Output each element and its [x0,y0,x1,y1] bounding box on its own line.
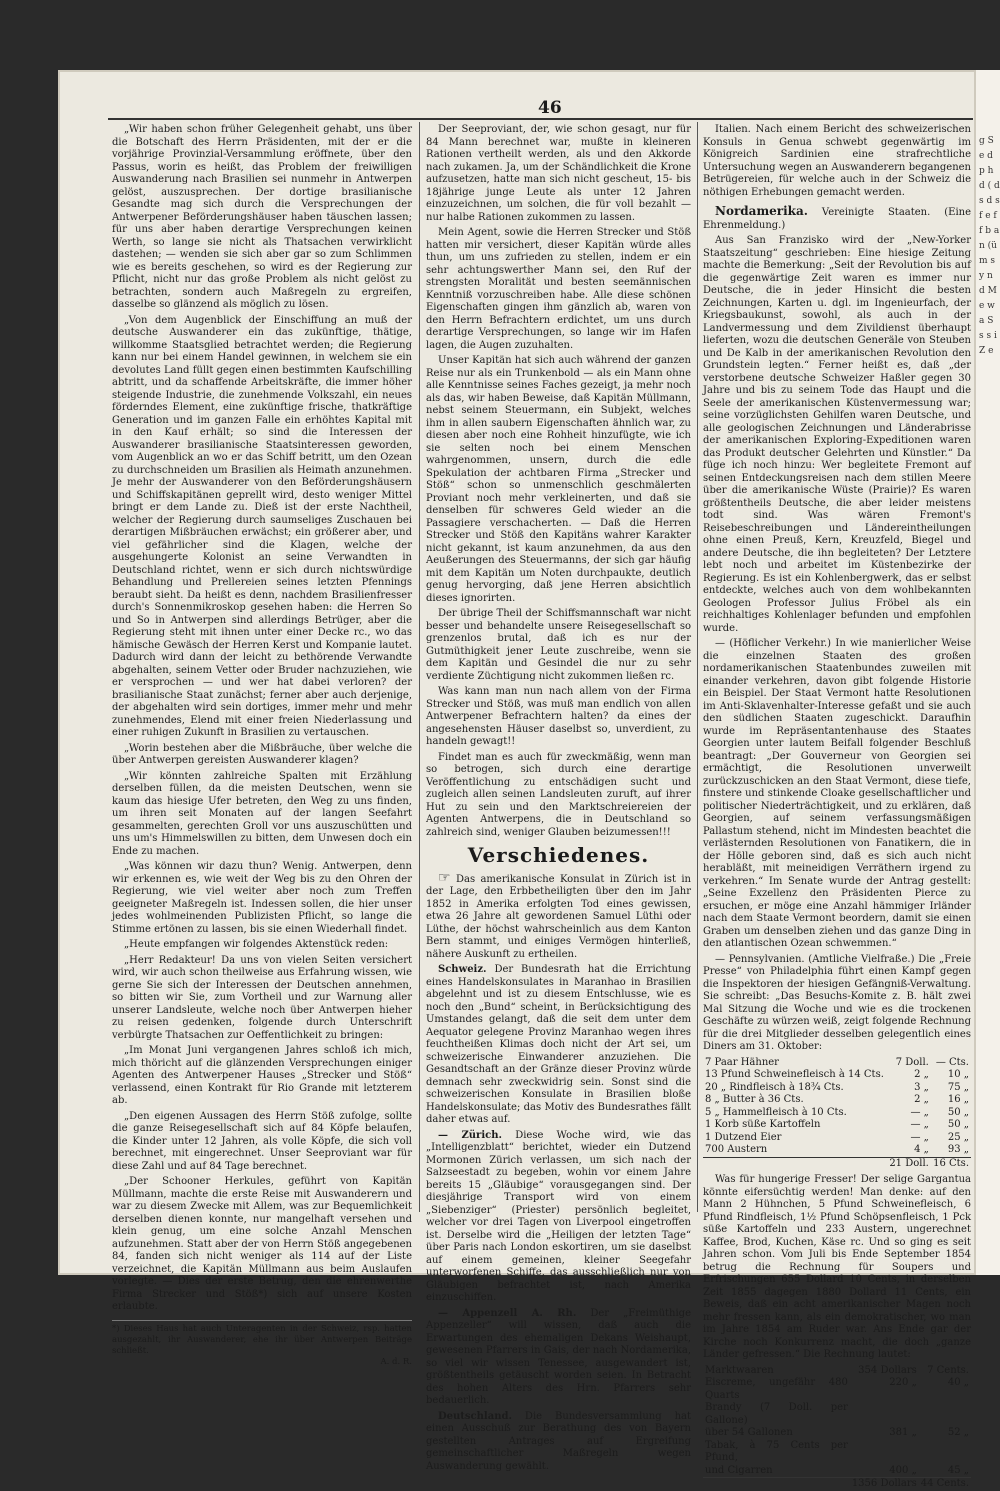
bill-dollars: 7 Doll. [895,1056,929,1068]
bill-dollars [850,1402,919,1427]
column-rule-1 [419,122,420,1212]
paragraph: Der übrige Theil der Schiffsmannschaft war nicht besser und behandelte unsere Reisegesellschaft so grenzenlos brutal, daß ich es nur der Gutmüthigkeit jener Leute zuschreibe, wenn sie dem Kapitän und Gesindel die nur zu sehr verdiente Züchtigung nicht zukommen ließen rc. [426,608,691,682]
news-item-dateline: — Appenzell A. Rh. [438,1307,577,1319]
paragraph: „Worin bestehen aber die Mißbräuche, über welche die über Antwerpen gereisten Auswanderer klagen? [112,742,412,766]
bill-item: Brandy (7 Doll. per Gallone) [705,1402,848,1426]
bill-dollars: 354 Dollars [858,1364,917,1376]
bill-total-row [703,1478,971,1491]
bill-dollars: 381 „ [889,1427,917,1438]
paragraph: „Herr Redakteur! Da uns von vielen Seiten versichert wird, wir auch schon theilweise aus Erfahrung wissen, wie gerne Sie sich der Interessen der Deutschen annehmen, so bitten wir Sie, zum Vortheil und zur Warnung aller unserer Landsleute, welche noch über Antwerpen hieher zu reisen gedenken, folgende durch Unterschrift verbürgte Thatsachen zur Oeffentlichkeit zu bringen: [112,954,412,1041]
bill-dollars: 2 „ [914,1069,929,1080]
bill-cents: 7 Cents. [927,1364,969,1376]
paragraph-nordamerika: Aus San Franzisko wird der „New-Yorker Staatszeitung“ geschrieben: Eine hiesige Zeitung machte die Bemerkung: „Seit der Revolution bis auf die gegenwärtige Zeit waren es immer nur Deutsche, die in jeder Hinsicht die besten Zeichnungen, Karten u. dgl. im Ingenieurfach, der Kriegsbaukunst, sowohl, als auch in der Landvermessung und dem Zivildienst überhaupt lieferten, wozu die deutschen Generäle von Steuben und De Kalb in der amerikanischen Revolution den Grundstein legten.“ Ferner heißt es, daß „der verstorbene deutsche Schweizer Haßler gegen 30 Jahre und bis zu seinem Tode das Haupt und die Seele der amerikanischen Küstenvermessung war; seine vorzüglichsten Gehilfen waren Deutsche, und alle geologischen Zeichnungen und Länderabrisse der amerikanischen Exploring-Expeditionen waren das Produkt deutscher Gelehrten und Künstler.“ Da füge ich noch hinzu: Wer begleitete Fremont auf seinen Entdeckungsreisen nach dem stillen Meere über die amerikanische Wüste (Prairie)? Es waren größtentheils Deutsche, die aber leider meistens todt sind. Was wären Fremont's Reisebeschreibungen und Ländereintheilungen ohne einen Preuß, Kern, Kreuzfeld, Biegel und andere Deutsche, die ihn begleiteten? Der Letztere lebt noch und arbeitet im Küstenbezirke der Regierung. Es ist ein Kohlenbergwerk, das er selbst entdeckte, welches auch von dem wohlbekannten Geologen Professor Julius Fröbel als ein reichhaltiges Kohlenlager befunden und empfohlen wurde. [703,235,971,634]
news-item-text: Der „Freimüthige Appenzeller“ will wissen, daß auch die Erwartungen des ehemaligen Dekans Weishaupt, gewesenen Pfarrers in Gais, der nach Nordamerika, so viel wir wissen Tenessee, ausgewandert ist, größtentheils getäuscht worden seien. In Betracht des hohen Alters des Hrn. Pfarrers sehr bedauerlich. [426,1307,692,1406]
bill-total-cents: 44 Cents. [920,1478,969,1489]
bill-table-1 [703,1057,971,1171]
news-item-text: Der Bundesrath hat die Errichtung eines Handelskonsulates in Maranhao in Brasilien abgelehnt und ist zu diesem Entschlusse, wie es noch den „Bund“ scheint, in Berücksichtigung des Umstandes gelangt, daß die seit dem unter dem Aequator gelegene Provinz Maranhao wegen ihres feuchtheißen Klimas doch nicht der Art sei, um schweizerische Einwanderer anzuziehen. Die Gesandtschaft an der Gränze dieser Provinz würde demnach sehr zweckwidrig sein. Sonst sind die schweizerischen Konsulate in Brasilien bloße Handelskonsulate; das Motiv des Bundesrathes fällt daher etwas auf. [426,964,692,1125]
news-item-text: Die Bundesversammlung hat einen Ausschuß zur Berathung des von Bayern gestellten Antrages auf Ergreifung gemeinschaftlicher Maßregeln wegen Auswanderung gewählt. [426,1410,691,1472]
bill-cents: 10 „ [947,1069,969,1080]
nordamerika-intro [703,205,971,232]
paragraph: „Wir haben schon früher Gelegenheit gehabt, uns über die Botschaft des Herrn Präsidenten, mit der er die vorjährige Provinzial-Versammlung eröffnete, über den Passus, worin es heißt, das Problem der freiwilligen Auswanderung nach Brasilien sei nunmehr in Antwerpen gelöst, auszusprechen. Der dortige brasilianische Gesandte mag sich durch die Versprechungen der Antwerpener Beförderungshäuser haben täuschen lassen; für uns aber haben derartige Versprechungen keinen Werth, so lange sie nicht als Thatsachen verwirklicht dastehen; — wenden sie sich aber gar so zum Schlimmen wie es bereits geschehen, so wird es der Regierung zur Pflicht, nicht nur das große Problem als nicht gelöst zu betrachten, sondern auch Maßregeln zu ergreifen, dasselbe so glänzend als möglich zu lösen. [112,124,412,310]
bill-row [703,1057,971,1070]
bill-dollars: 3 „ [914,1081,929,1093]
bill-row [703,1069,971,1082]
bill-item: 8 „ Butter à 36 Cts. [705,1094,804,1105]
bill-dollars: 2 „ [914,1094,929,1105]
bill-row [703,1402,971,1427]
news-item-dateline: Schweiz. [438,964,487,975]
bill-table-2 [703,1365,971,1491]
bill-row [703,1094,971,1107]
news-item-dateline: — Zürich. [438,1129,502,1141]
bill-row [703,1144,971,1157]
bill-cents: 45 „ [947,1464,969,1476]
bill-item: Eiscreme, ungefähr 480 Quarts [705,1377,848,1401]
column-rule-2 [697,122,698,1212]
bill-dollars: 4 „ [914,1144,929,1155]
bill-dollars: 400 „ [889,1464,917,1476]
next-page-fragments: g S e d p h d ( d s d s f e f f b a n (ü m s y n d M e w a S s s i Z e [979,136,1000,356]
bill-row [703,1107,971,1120]
bill-dollars: 220 „ [889,1377,917,1388]
section-heading: Verschiedenes. [467,843,650,867]
paragraph-hunger: Was für hungerige Fresser! Der selige Gargantua könnte eifersüchtig werden! Man denke: auf den Mann 2 Hühnchen, 5 Pfund Schweinefleisch, 6 Pfund Rindfleisch, 1½ Pfund Schöpsenfleisch, 1 Pck süße Kartoffeln und 233 Austern, ungerechnet Kaffee, Brod, Kuchen, Käse rc. Und so ging es seit Jahren schon. Vom Juli bis Ende September 1854 betrug die Rechnung für Soupers und Erfrischungen 655 Dollard 10 Cents, in derselben Zeit 1855 dagegen 1880 Dollard 11 Cents, ein Beweis, daß ein acht amerikanischer Magen noch mehr fressen kann, als ein demokratischer, wo man im Jahre 1854 am Ruder war. Ans Ende gar der Kirche noch Konkurrenz macht, die doch „ganze Länder gefressen.“ Die Rechnung lautet: [703,1174,971,1360]
bill-cents: — Cts. [935,1056,969,1068]
news-item [426,1411,691,1474]
bill-cents [919,1402,971,1427]
bill-item: 1 Dutzend Eier [705,1131,782,1143]
page-number: 46 [538,98,562,118]
bill-total-row [703,1157,971,1170]
bill-cents: 25 „ [947,1131,969,1143]
bill-item: und Cigarren [705,1464,773,1476]
bill-item: 7 Paar Hähner [705,1056,779,1068]
bill-item: 20 „ Rindfleisch à 18¾ Cts. [705,1081,844,1093]
news-item-dateline: Deutschland. [438,1410,512,1422]
paragraph: „Heute empfangen wir folgendes Aktenstück reden: [124,939,389,950]
paragraph: Unser Kapitän hat sich auch während der ganzen Reise nur als ein Trunkenbold — als ein Mann ohne alle Kenntnisse seines Faches gezeigt, ja mehr noch als das, wir haben Beweise, daß Kapitän Müllmann, nebst seinem Steuermann, ein Subjekt, welches ihm in allen saubern Eigenschaften ähnlich war, zu diesen aber noch eine Rohheit hinzufügte, wie ich sie selten noch bei einem Menschen wahrgenommen, unsern, durch die edle Spekulation der achtbaren Firma „Strecker und Stöß“ schon so unmenschlich geschmälerten Proviant noch mehr verkleinerten, und daß sie denselben für schweres Geld wieder an die Passagiere verschacherten. — Daß die Herren Strecker und Stöß den Kapitäns wahrer Karakter nicht gekannt, ist kaum anzunehmen, da aus den Aeußerungen des Steuermanns, der sich gar häufig mit dem Kapitän um Noten durchpaukte, deutlich genug hervorging, daß jene Herren absichtlich dieses ignorirten. [426,355,691,604]
bill-row [703,1465,971,1478]
bill-dollars: — „ [910,1119,929,1130]
bill-dollars: — „ [910,1131,929,1143]
news-item [426,1130,691,1305]
footnote [112,1320,412,1368]
news-item-text: Diese Woche wird, wie das „Intelligenzblatt“ berichtet, wieder ein Dutzend Mormonen Zürich verlassen, um sich nach der Salzseestadt zu begeben, wohin vor einem Jahre bereits 15 „Gläubige“ vorausgegangen sind. Der diesjährige Transport wird von einem „Siebenziger“ (Priester) persönlich begleitet, welcher vor drei Tagen von Liverpool eingetroffen ist. Derselbe wird die „Heiligen der letzten Tage“ über Paris nach London eskortiren, um sie daselbst auf einem gemeinen, kleiner Seegefahr unterworfenen Schiffe, das ausschließlich nur von Gläubigen befrachtet ist, nach Amerika einzuschiffen. [426,1129,691,1303]
bill-cents [919,1440,971,1465]
paragraph: „Den eigenen Aussagen des Herrn Stöß zufolge, sollte die ganze Reisegesellschaft sich auf 84 Köpfe belaufen, die Kinder unter 12 Jahren, als volle Köpfe, die sich voll berechnet, mit eingerechnet. Unser Seeproviant war für diese Zahl und auf 84 Tage berechnet. [112,1110,412,1172]
paragraph: „Von dem Augenblick der Einschiffung an muß der deutsche Auswanderer ein das zukünftige, thätige, willkomme Staatsglied betrachtet werden; die Regierung kann nur bei einem Handel gewinnen, in welchem sie ein devolutes Land füllt gegen einen bestimmten Kaufschilling abtritt, und da schaffende Arbeitskräfte, die immer höher steigende Industrie, die zunehmende Volkszahl, ein neues förderndes Element, eine zukünftige frische, thatkräftige Generation und im ganzen Falle ein erhöhtes Kapital mit in den Kauf erhält; so sind die Interessen der Auswanderer brasilianische Staatsinteressen geworden, vom Augenblick an wo er das Schiff betritt, um den Ozean zu durchschneiden um Brasilien als Heimath anzunehmen. Je mehr der Auswanderer von den Beförderungshäusern und Schiffskapitänen geprellt wird, desto weniger Mittel bringt er dem Lande zu. Dieß ist der erste Nachtheil, welcher der Regierung durch saumseliges Zuschauen bei derartigen Mißbräuchen erwächst; ein größerer aber, und viel gefährlicher sind die Klagen, welche der ausgehungerte Kolonist an seine Verwandten in Deutschland richtet, wenn er sich durch nichtswürdige Behandlung und Prellereien seines letzten Pfennings beraubt sieht. Da heißt es denn, nachdem Brasilienfresser durch's Sonnenmikroskop gesehen haben: die Herren So und So in Antwerpen sind allerdings Betrüger, aber die Regierung steht mit ihnen unter einer Decke rc., wo das hämische Gewäsch der Herren Kerst und Kompanie lautet. Dadurch wird dann der leicht zu bethörende Verwandte abgehalten, seinem Vetter oder Bruder nachzuziehen, wie er versprochen — und wer hat dabei verloren? der brasilianische Staat zunächst; ferner aber auch derjenige, der abgehalten wird sein dortiges, immer mehr und mehr zunehmendes, Elend mit einer freien Niederlassung und einer ruhigen Zukunft in Brasilien zu vertauschen. [112,314,412,738]
pointing-hand-icon: ☞ [438,869,451,886]
news-item [426,964,691,1127]
paragraph-hoeflich: — (Höflicher Verkehr.) In wie manierlicher Weise die einzelnen Staaten des großen nordamerikanischen Staatenbundes zuweilen mit einander verkehren, davon gibt folgende Historie ein Beispiel. Der Staat Vermont hatte Resolutionen im Anti-Sklavenhalter-Interesse gefaßt und sie auch den südlichen Staaten zugeschickt. Daraufhin wurde im Repräsentantenhause des Staates Georgien unter lautem Beifall folgender Beschluß beantragt: „Der Gouverneur von Georgien sei ermächtigt, die Resolutionen unverweilt zurückzuschicken an den Staat Vermont, diese tiefe, finstere und stinkende Cloake gesellschaftlicher und politischer Niederträchtigkeit, und zu erklären, daß Georgien, auf seinem verfassungsmäßigen Pallastum stehend, nicht im Mindesten beachtet die verlästernden Resolutionen von Fanatikern, die in der Hölle geboren sind, daß es sich auch nicht herabläßt, mit meineidigen Verräthern irgend zu verkehren.“ Im Senate wurde der Antrag gestellt: „Seine Exzellenz den Präsidenten Pierce zu ersuchen, er möge eine Anzahl hämmiger Irländer nach dem Staate Vermont beordern, damit sie einen Graben um denselben ziehen und das ganze Ding in den atlantischen Ozean schwemmen.“ [703,638,971,949]
bill-item: 700 Austern [705,1144,768,1155]
bill-item: über 54 Gallonen [705,1427,793,1438]
column-3 [703,124,971,1489]
bill-cents: 52 „ [947,1427,969,1438]
paragraph: „Wir könnten zahlreiche Spalten mit Erzählung derselben füllen, da die meisten Deutschen, wenn sie kaum das hiesige Ufer betreten, den Weg zu uns finden, um ihren seit Monaten auf der langen Seefahrt gesammelten, gerechten Groll vor uns auszuschütten und uns um's Himmelswillen zu bitten, dem Unwesen doch ein Ende zu machen. [112,770,412,857]
bill-item: 13 Pfund Schweinefleisch à 14 Cts. [705,1069,884,1080]
section-subheading: Nordamerika. [715,204,808,218]
footnote-signature: A. d. R. [380,1356,412,1367]
header-rule [108,118,973,120]
nordamerika-subtitle: Vereinigte Staaten. (Eine Ehrenmeldung.) [703,207,971,231]
paragraph: Was kann man nun nach allem von der Firma Strecker und Stöß, was muß man endlich von allen Antwerpener Befrachtern halten? da eines der angesehensten Häuser daselbst so, unverdient, zu handeln gewagt!! [426,686,691,747]
news-item-text: Das amerikanische Konsulat in Zürich ist in der Lage, den Erbbetheiligten über den im Jahr 1852 in Amerika erfolgten Tod eines gewissen, etwa 26 Jahre alt gewordenen Samuel Lüthi oder Lüthe, der höchst wahrscheinlich aus dem Kanton Bern stammt, und einiges Vermögen hinterließ, nähere Auskunft zu ertheilen. [426,873,691,960]
paragraph: Der Seeproviant, der, wie schon gesagt, nur für 84 Mann berechnet war, mußte in kleineren Rationen vertheilt werden, als und den Akkorde nach zukamen. Ja, um der Schändlichkeit die Krone aufzusetzen, hatte man sich nicht gescheut, 15- bis 18jährige junge Leute als unter 12 Jahren einzuzeichnen, um solchen, die für voll bezahlt — nur halbe Rationen zukommen zu lassen. [426,124,691,223]
bill-dollars: — „ [910,1106,929,1118]
bill-total-dollars: 1356 Dollars [851,1478,917,1489]
bill-item: 5 „ Hammelfleisch à 10 Cts. [705,1106,847,1118]
paragraph-pennsylvanien: — Pennsylvanien. (Amtliche Vielfraße.) Die „Freie Presse“ von Philadelphia führt einen Kampf gegen die Inspektoren der hiesigen Gefängniß-Verwaltung. Sie schreibt: „Das Besuchs-Komite z. B. hält zwei Mal Sitzung die Woche und wie es die trockenen Geschäfte zu würzen weiß, zeigt folgende Rechnung für die drei Mitglieder desselben gelegentlich eines Diners am 31. Oktober: [703,953,971,1052]
paragraph: Mein Agent, sowie die Herren Strecker und Stöß hatten mir versichert, dieser Kapitän würde alles thun, um uns zufrieden zu stellen, indem er ein sehr achtungswerther Mann sei, den Ruf der strengsten Moralität und besten seemännischen Kenntniß vorzuschreiben habe. Alle diese schönen Eigenschaften gingen ihm gänzlich ab, waren von den Herrn Befrachtern erdichtet, um uns durch derartige Versprechungen, so lange wir im Hafen lagen, die Augen zuzuhalten. [426,227,691,351]
paragraph-italien: Italien. Nach einem Bericht des schweizerischen Konsuls in Genua schwebt gegenwärtig im Königreich Sardinien eine strafrechtliche Untersuchung wegen an Auswanderern begangenen Betrügereien, für welche auch in der Schweiz die nöthigen Erhebungen gemacht werden. [703,124,971,198]
paragraph: „Was können wir dazu thun? Wenig. Antwerpen, denn wir erkennen es, wie weit der Weg bis zu den Ohren der Regierung, wie viel weiter aber noch zum Treffen geeigneter Maßregeln ist. Indessen sollen, die hier unser jedes wohlmeinenden Publizisten Pflicht, so lange die Stimme ertönen zu lassen, bis sie einen Wiederhall findet. [112,861,412,935]
bill-row [703,1440,971,1465]
bill-cents: 75 „ [947,1081,969,1093]
column-1 [112,124,412,1367]
bill-cents: 93 „ [947,1144,969,1155]
news-item [426,869,691,962]
bill-table-1-body [703,1057,971,1158]
column-2 [426,124,692,1472]
paragraph: Findet man es auch für zweckmäßig, wenn man so betrogen, sich durch eine derartige Veröffentlichung zu entschädigen sucht und zugleich allen seinen Landsleuten zuruft, auf ihrer Hut zu sein und den Marktschreiereien der Agenten Antwerpens, die in Deutschland so zahlreich sind, weniger Glauben beizumessen!!! [426,751,691,838]
bill-table-2-body [703,1365,971,1478]
bill-cents: 16 „ [947,1094,969,1105]
bill-total-dollars: 21 Doll. [887,1157,931,1170]
bill-cents: 50 „ [947,1106,969,1118]
bill-cents: 50 „ [947,1119,969,1130]
bill-total-cents: 16 Cts. [931,1157,971,1170]
bill-cents: 40 „ [947,1377,969,1388]
bill-item: Marktwaaren [705,1364,774,1376]
news-item [426,1308,691,1408]
bill-row [703,1365,971,1378]
footnote-text: *) Dieses Haus hat auch Unteragenten in der Schweiz, rsp. hatten ausgezahlt, ihr Auswanderer, ehe ihr über Antwerpen Beiträge schließt. [112,1323,412,1356]
bill-item: Tabak, à 75 Cents per Pfund, [705,1439,848,1463]
bill-row [703,1119,971,1132]
bill-row [703,1132,971,1145]
bill-item: 1 Korb süße Kartoffeln [705,1119,821,1130]
paragraph: „Der Schooner Herkules, geführt von Kapitän Müllmann, machte die erste Reise mit Auswanderern und war zu diesem Zwecke mit Allem, was zur Bequemlichkeit derselben dienen konnte, nur mangelhaft versehen und klein genug, um eine solche Anzahl Menschen aufzunehmen. Statt aber der von Herrn Stöß angegebenen 84, fanden sich nicht weniger als 114 auf der Liste verzeichnet, die Kapitän Müllmann aus beim Auslaufen vorlegte. — Dies der erste Betrug, den die ehrenwerthe Firma Strecker und Stöß*) sich auf unsere Kosten erlaubte. [112,1176,412,1312]
bill-dollars [850,1440,919,1465]
bill-row [703,1377,971,1402]
bill-row [703,1427,971,1440]
bill-row [703,1082,971,1095]
paragraph: „Im Monat Juni vergangenen Jahres schloß ich mich, mich thöricht auf die glänzenden Versprechungen einiger Agenten des Antwerpener Hauses „Strecker und Stöß“ verlassend, einen Kontrakt für Rio Grande mit letzterem ab. [112,1045,412,1106]
next-page-edge [976,70,1000,1275]
